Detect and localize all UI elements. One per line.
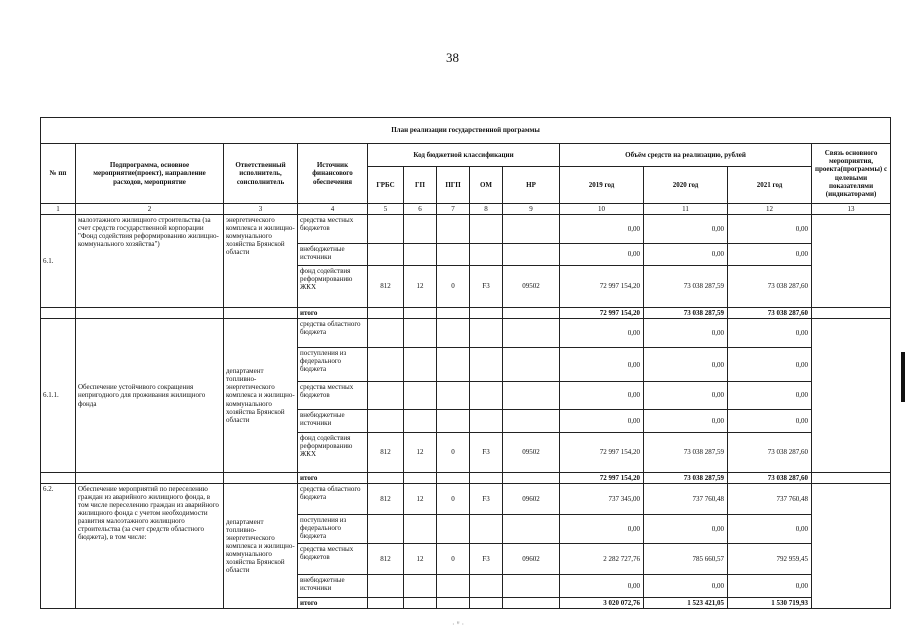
code-pgp [437, 515, 470, 544]
code-gp: 12 [404, 432, 437, 472]
col-number: 11 [644, 204, 728, 215]
col-number: 9 [503, 204, 560, 215]
code-nr [503, 319, 560, 348]
amount-2020: 737 760,48 [644, 484, 728, 515]
amount-2021: 73 038 287,60 [728, 265, 812, 307]
total-2021: 73 038 287,60 [728, 472, 812, 483]
code-om [470, 319, 503, 348]
header-name: Подпрограмма, основное мероприятие(проект), направление расходов, мероприятие [76, 144, 224, 204]
col-number: 13 [812, 204, 891, 215]
total-spacer [404, 472, 437, 483]
total-2020: 1 523 421,05 [644, 597, 728, 608]
amount-2019: 2 282 727,76 [560, 543, 644, 574]
amount-2021: 0,00 [728, 515, 812, 544]
code-pgp [437, 243, 470, 265]
amount-2020: 0,00 [644, 409, 728, 432]
total-2021: 1 530 719,93 [728, 597, 812, 608]
code-pgp [437, 319, 470, 348]
total-spacer [437, 472, 470, 483]
code-grbs [368, 319, 404, 348]
funding-source: поступления из федерального бюджета [298, 348, 368, 382]
code-pgp: 0 [437, 543, 470, 574]
amount-2021: 737 760,48 [728, 484, 812, 515]
total-spacer [470, 472, 503, 483]
total-spacer [503, 307, 560, 318]
code-pgp [437, 382, 470, 410]
code-gp [404, 515, 437, 544]
header-source: Источник финансового обеспечения [298, 144, 368, 204]
code-om [470, 515, 503, 544]
code-nr [503, 515, 560, 544]
code-om: F3 [470, 484, 503, 515]
amount-2019: 0,00 [560, 319, 644, 348]
header-2019: 2019 год [560, 167, 644, 204]
amount-2020: 0,00 [644, 515, 728, 544]
code-om: F3 [470, 543, 503, 574]
amount-2020: 0,00 [644, 319, 728, 348]
indicator-link [812, 319, 891, 473]
amount-2021: 0,00 [728, 243, 812, 265]
total-spacer [404, 597, 437, 608]
code-gp [404, 215, 437, 244]
header-2020: 2020 год [644, 167, 728, 204]
total-spacer [812, 307, 891, 318]
code-om [470, 409, 503, 432]
code-grbs: 812 [368, 432, 404, 472]
code-grbs [368, 409, 404, 432]
scan-edge-mark [901, 352, 905, 402]
code-pgp [437, 348, 470, 382]
funding-source: внебюджетные источники [298, 243, 368, 265]
header-gp: ГП [404, 167, 437, 204]
amount-2021: 0,00 [728, 215, 812, 244]
code-pgp: 0 [437, 484, 470, 515]
code-nr [503, 243, 560, 265]
total-spacer [470, 307, 503, 318]
total-2021: 73 038 287,60 [728, 307, 812, 318]
indicator-link [812, 215, 891, 308]
executor-name: департамент топливно-энергетического комплекса и жилищно-коммунального хозяйства Брянской области [224, 484, 298, 609]
funding-source: средства местных бюджетов [298, 543, 368, 574]
total-2019: 72 997 154,20 [560, 472, 644, 483]
code-gp: 12 [404, 484, 437, 515]
code-grbs [368, 215, 404, 244]
funding-source: внебюджетные источники [298, 574, 368, 597]
col-number: 1 [41, 204, 76, 215]
code-nr: 09602 [503, 543, 560, 574]
amount-2020: 73 038 287,59 [644, 432, 728, 472]
total-2020: 73 038 287,59 [644, 472, 728, 483]
amount-2020: 0,00 [644, 574, 728, 597]
funding-source: средства местных бюджетов [298, 215, 368, 244]
code-grbs [368, 243, 404, 265]
funding-source: внебюджетные источники [298, 409, 368, 432]
total-spacer [76, 472, 224, 483]
amount-2021: 0,00 [728, 409, 812, 432]
total-2019: 72 997 154,20 [560, 307, 644, 318]
col-number: 5 [368, 204, 404, 215]
col-number: 6 [404, 204, 437, 215]
indicator-link [812, 484, 891, 609]
amount-2019: 0,00 [560, 243, 644, 265]
measure-name: Обеспечение мероприятий по переселению граждан из аварийного жилищного фонда, в том числе переселению граждан из аварийного жилищного фонда с учетом необходимости развития малоэтажного жилищного строительства (за счет средств областного бюджета), в том числе: [76, 484, 224, 609]
code-gp [404, 319, 437, 348]
amount-2019: 0,00 [560, 348, 644, 382]
col-number: 4 [298, 204, 368, 215]
funding-source: средства областного бюджета [298, 484, 368, 515]
header-link: Связь основного мероприятия, проекта(программы) с целевыми показателями (индикаторами) [812, 144, 891, 204]
total-spacer [41, 472, 76, 483]
total-spacer [812, 472, 891, 483]
code-om [470, 382, 503, 410]
amount-2021: 0,00 [728, 574, 812, 597]
code-nr [503, 409, 560, 432]
program-plan-table [40, 117, 891, 609]
total-label: итого [298, 597, 368, 608]
code-gp [404, 243, 437, 265]
code-nr: 09502 [503, 432, 560, 472]
amount-2020: 0,00 [644, 243, 728, 265]
amount-2021: 0,00 [728, 319, 812, 348]
page-number: 38 [446, 50, 459, 65]
code-nr [503, 574, 560, 597]
code-grbs [368, 515, 404, 544]
amount-2019: 0,00 [560, 382, 644, 410]
code-pgp [437, 215, 470, 244]
code-gp [404, 382, 437, 410]
code-grbs: 812 [368, 265, 404, 307]
amount-2020: 0,00 [644, 215, 728, 244]
code-om [470, 243, 503, 265]
code-grbs [368, 348, 404, 382]
header-om: ОМ [470, 167, 503, 204]
amount-2020: 0,00 [644, 382, 728, 410]
amount-2020: 73 038 287,59 [644, 265, 728, 307]
amount-2019: 0,00 [560, 409, 644, 432]
total-spacer [368, 472, 404, 483]
header-codes-group: Код бюджетной классификации [368, 144, 560, 167]
row-index: 6.1.1. [41, 319, 76, 473]
code-nr: 09502 [503, 265, 560, 307]
amount-2020: 0,00 [644, 348, 728, 382]
amount-2019: 0,00 [560, 574, 644, 597]
col-number: 2 [76, 204, 224, 215]
total-spacer [437, 597, 470, 608]
header-executor: Ответственный исполнитель, соисполнитель [224, 144, 298, 204]
code-grbs: 812 [368, 484, 404, 515]
code-nr [503, 348, 560, 382]
funding-source: фонд содействия реформированию ЖКХ [298, 432, 368, 472]
header-grbs: ГРБС [368, 167, 404, 204]
amount-2021: 0,00 [728, 382, 812, 410]
table-title: План реализации государственной программы [41, 118, 891, 144]
total-spacer [503, 597, 560, 608]
funding-source: средства местных бюджетов [298, 382, 368, 410]
code-om: F3 [470, 265, 503, 307]
col-number: 8 [470, 204, 503, 215]
header-pgp: ПГП [437, 167, 470, 204]
measure-name: Обеспечение устойчивого сокращения непригодного для проживания жилищного фонда [76, 319, 224, 473]
code-grbs [368, 574, 404, 597]
amount-2019: 0,00 [560, 515, 644, 544]
amount-2020: 785 660,57 [644, 543, 728, 574]
code-om: F3 [470, 432, 503, 472]
stray-mark: · ꞌꞌ · [452, 620, 465, 629]
total-label: итого [298, 472, 368, 483]
code-grbs: 812 [368, 543, 404, 574]
code-om [470, 574, 503, 597]
code-nr [503, 215, 560, 244]
code-pgp: 0 [437, 432, 470, 472]
amount-2019: 72 997 154,20 [560, 265, 644, 307]
total-spacer [437, 307, 470, 318]
amount-2021: 0,00 [728, 348, 812, 382]
total-spacer [470, 597, 503, 608]
amount-2019: 737 345,00 [560, 484, 644, 515]
code-gp: 12 [404, 543, 437, 574]
code-gp: 12 [404, 265, 437, 307]
code-nr: 09602 [503, 484, 560, 515]
executor-name: энергетического комплекса и жилищно-коммунального хозяйства Брянской области [224, 215, 298, 308]
total-label: итого [298, 307, 368, 318]
code-nr [503, 382, 560, 410]
code-gp [404, 574, 437, 597]
header-2021: 2021 год [728, 167, 812, 204]
total-2020: 73 038 287,59 [644, 307, 728, 318]
col-number: 10 [560, 204, 644, 215]
code-pgp [437, 574, 470, 597]
code-pgp [437, 409, 470, 432]
amount-2019: 72 997 154,20 [560, 432, 644, 472]
executor-name: департамент топливно-энергетического комплекса и жилищно-коммунального хозяйства Брянской области [224, 319, 298, 473]
total-spacer [368, 307, 404, 318]
total-spacer [404, 307, 437, 318]
row-index: 6.2. [41, 484, 76, 609]
funding-source: поступления из федерального бюджета [298, 515, 368, 544]
amount-2021: 73 038 287,60 [728, 432, 812, 472]
total-spacer [224, 472, 298, 483]
code-om [470, 215, 503, 244]
header-nr: НР [503, 167, 560, 204]
total-spacer [76, 307, 224, 318]
amount-2019: 0,00 [560, 215, 644, 244]
code-pgp: 0 [437, 265, 470, 307]
code-om [470, 348, 503, 382]
row-index: 6.1. [41, 215, 76, 308]
funding-source: средства областного бюджета [298, 319, 368, 348]
measure-name: малоэтажного жилищного строительства (за счет средств государственной корпорации "Фонд содействия реформированию жилищно-коммунального хозяйства") [76, 215, 224, 308]
col-number: 7 [437, 204, 470, 215]
total-spacer [41, 307, 76, 318]
col-number: 12 [728, 204, 812, 215]
funding-source: фонд содействия реформированию ЖКХ [298, 265, 368, 307]
code-grbs [368, 382, 404, 410]
total-spacer [224, 307, 298, 318]
col-number: 3 [224, 204, 298, 215]
code-gp [404, 348, 437, 382]
total-2019: 3 020 072,76 [560, 597, 644, 608]
header-volume-group: Объём средств на реализацию, рублей [560, 144, 812, 167]
total-spacer [503, 472, 560, 483]
code-gp [404, 409, 437, 432]
amount-2021: 792 959,45 [728, 543, 812, 574]
total-spacer [368, 597, 404, 608]
header-num: № пп [41, 144, 76, 204]
